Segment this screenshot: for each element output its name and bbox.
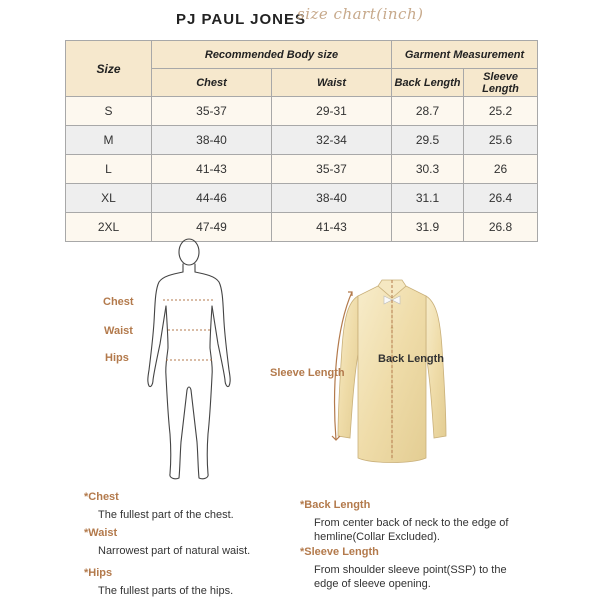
column-header-waist: Waist [272,69,392,97]
chest-cell: 35-37 [152,97,272,126]
definition-chest [84,490,284,522]
table-row [66,97,538,126]
size-cell: S [66,97,152,126]
asterisk: * [300,499,305,511]
chart-subtitle: size chart(inch) [297,5,424,23]
back-length-cell: 28.7 [392,97,464,126]
table-row [66,126,538,155]
figure-label-hips: Hips [105,352,129,364]
waist-cell: 35-37 [272,155,392,184]
definition-hips [84,566,284,598]
waist-cell: 29-31 [272,97,392,126]
chest-cell: 38-40 [152,126,272,155]
waist-cell: 38-40 [272,184,392,213]
sleeve-length-cell: 25.2 [464,97,538,126]
asterisk: * [84,567,89,579]
definition-waist [84,526,284,558]
size-cell: M [66,126,152,155]
table-row [66,184,538,213]
brand-name: PJ PAUL JONES [176,11,306,28]
sleeve-length-cell: 26.4 [464,184,538,213]
title-row [0,2,600,32]
definition-back-length [300,498,530,544]
chest-cell: 47-49 [152,213,272,242]
definition-term: Waist [88,527,118,539]
chest-cell: 44-46 [152,184,272,213]
definition-description: The fullest part of the chest. [98,509,234,521]
size-cell: 2XL [66,213,152,242]
size-cell: L [66,155,152,184]
asterisk: * [300,546,305,558]
definition-description: From shoulder sleeve point(SSP) to the edge of sleeve opening. [314,564,507,590]
size-cell: XL [66,184,152,213]
back-length-cell: 31.1 [392,184,464,213]
back-length-cell: 29.5 [392,126,464,155]
body-outline-illustration [135,236,245,484]
back-length-cell: 30.3 [392,155,464,184]
back-length-cell: 31.9 [392,213,464,242]
column-header-chest: Chest [152,69,272,97]
sleeve-length-cell: 26 [464,155,538,184]
waist-cell: 32-34 [272,126,392,155]
asterisk: * [84,527,89,539]
definition-description: Narrowest part of natural waist. [98,545,251,557]
chest-cell: 41-43 [152,155,272,184]
figure-label-waist: Waist [104,325,133,337]
sleeve-length-cell: 26.8 [464,213,538,242]
sleeve-length-cell: 25.6 [464,126,538,155]
definition-term: Chest [88,491,119,503]
table-row [66,155,538,184]
definition-sleeve-length [300,545,530,591]
figure-label-back-length: Back Length [378,353,445,365]
definition-term: Sleeve Length [304,546,379,558]
definition-description: The fullest parts of the hips. [98,585,234,597]
size-header: Size [66,41,152,97]
garment-group-header: Garment Measurement [392,41,538,69]
column-header-back-length: Back Length [392,69,464,97]
definition-term: Back Length [304,499,371,511]
definition-description: From center back of neck to the edge of hemline(Collar Excluded). [314,517,509,543]
figure-label-chest: Chest [103,296,134,308]
body-size-group-header: Recommended Body size [152,41,392,69]
waist-cell: 41-43 [272,213,392,242]
size-table [65,40,538,242]
figure-label-sleeve-length: Sleeve Length [270,367,345,379]
asterisk: * [84,491,89,503]
column-header-sleeve-length: Sleeve Length [464,69,538,97]
definition-term: Hips [88,567,113,579]
